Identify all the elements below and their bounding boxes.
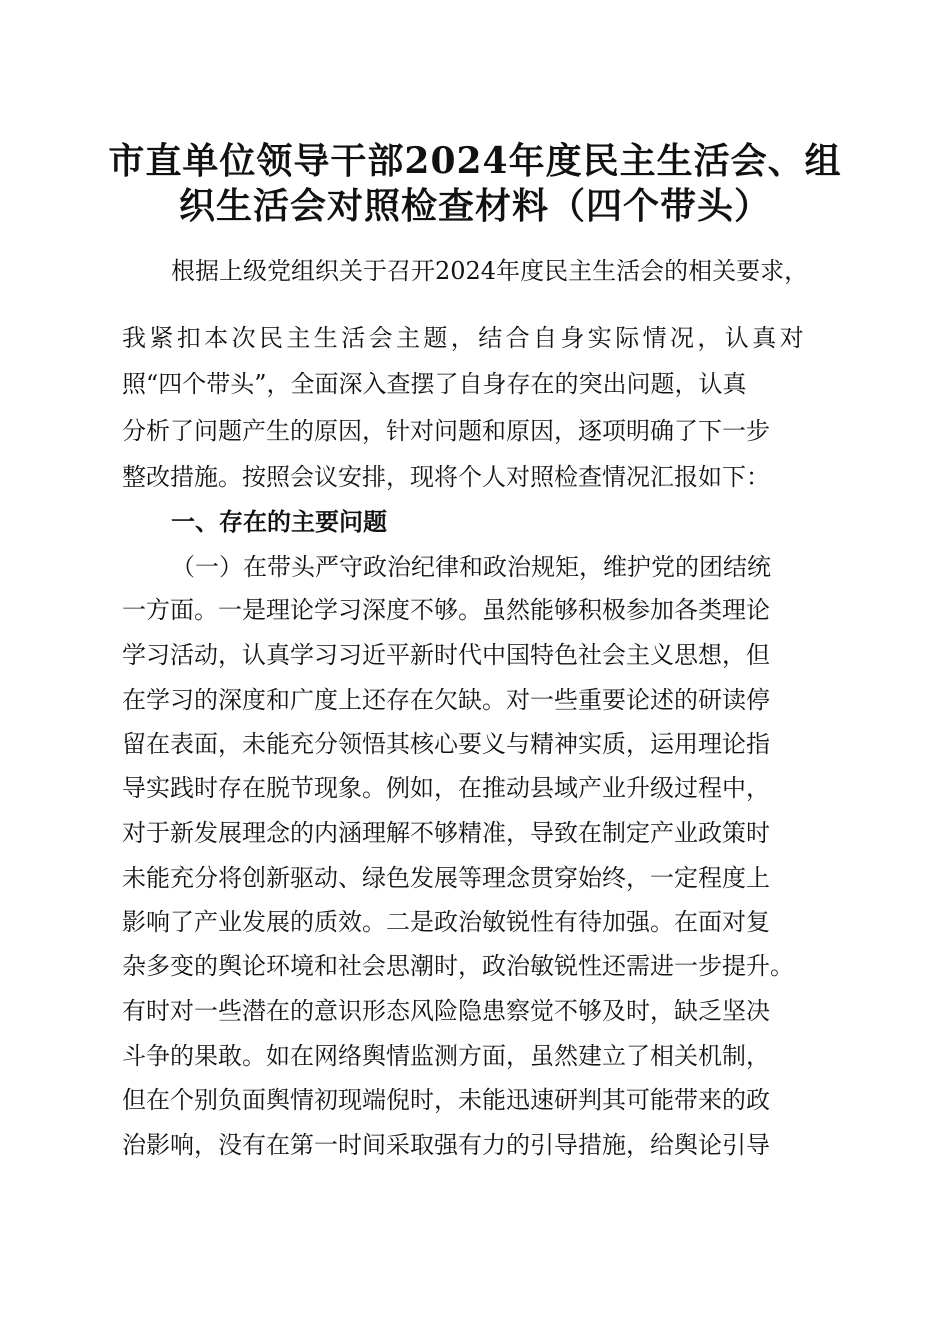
section-one-line-14: 治影响，没有在第一时间采取强有力的引导措施，给舆论引导 bbox=[122, 1131, 770, 1159]
document-title-line-1: 市直单位领导干部2024年度民主生活会、组 bbox=[108, 140, 842, 182]
section-one-line-8: 未能充分将创新驱动、绿色发展等理念贯穿始终，一定程度上 bbox=[122, 864, 770, 892]
document-title-line-2: 织生活会对照检查材料（四个带头） bbox=[178, 185, 771, 227]
section-one-line-6: 导实践时存在脱节现象。例如，在推动县域产业升级过程中， bbox=[122, 774, 770, 802]
section-one-line-5: 留在表面，未能充分领悟其核心要义与精神实质，运用理论指 bbox=[122, 730, 770, 758]
section-one-line-4: 在学习的深度和广度上还存在欠缺。对一些重要论述的研读停 bbox=[122, 686, 770, 714]
section-one-line-7: 对于新发展理念的内涵理解不够精准，导致在制定产业政策时 bbox=[122, 819, 770, 847]
intro-line-4: 分析了问题产生的原因，针对问题和原因，逐项明确了下一步 bbox=[122, 417, 770, 445]
intro-line-1: 根据上级党组织关于召开2024年度民主生活会的相关要求， bbox=[171, 257, 809, 285]
intro-line-5: 整改措施。按照会议安排，现将个人对照检查情况汇报如下： bbox=[122, 463, 770, 491]
section-one-line-2: 一方面。一是理论学习深度不够。虽然能够积极参加各类理论 bbox=[122, 596, 770, 624]
section-one-line-11: 有时对一些潜在的意识形态风险隐患察觉不够及时，缺乏坚决 bbox=[122, 997, 770, 1025]
section-heading-problems: 一、存在的主要问题 bbox=[171, 508, 387, 536]
section-one-line-12: 斗争的果敢。如在网络舆情监测方面，虽然建立了相关机制， bbox=[122, 1042, 770, 1070]
section-one-line-9: 影响了产业发展的质效。二是政治敏锐性有待加强。在面对复 bbox=[122, 908, 770, 936]
intro-line-2: 我紧扣本次民主生活会主题，结合自身实际情况，认真对 bbox=[122, 324, 807, 352]
section-one-line-3: 学习活动，认真学习习近平新时代中国特色社会主义思想，但 bbox=[122, 641, 770, 669]
section-one-line-10: 杂多变的舆论环境和社会思潮时，政治敏锐性还需进一步提升。 bbox=[122, 952, 794, 980]
intro-line-3: 照“四个带头”，全面深入查摆了自身存在的突出问题，认真 bbox=[122, 370, 747, 398]
section-one-line-13: 但在个别负面舆情初现端倪时，未能迅速研判其可能带来的政 bbox=[122, 1086, 770, 1114]
section-one-line-1: （一）在带头严守政治纪律和政治规矩，维护党的团结统 bbox=[171, 553, 771, 581]
